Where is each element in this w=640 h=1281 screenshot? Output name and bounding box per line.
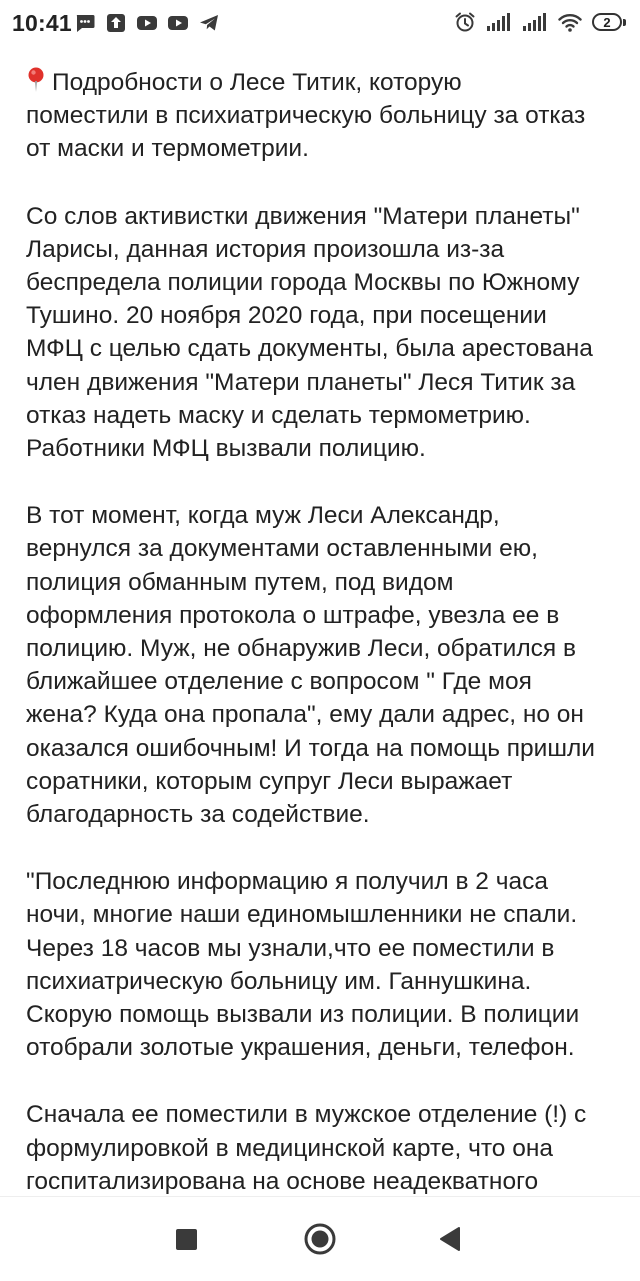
paragraph-1-text: Подробности о Лесе Титик, которую поместили в психиатрическую больницу за отказ от маски и термометрии. [26,69,586,163]
paragraph-5: Сначала ее поместили в мужское отделение (!) с формулировкой в медицинской карте, что она госпитализирована на основе неадекватного [26,1101,587,1195]
upload-icon [105,12,127,34]
signal-icon [522,11,548,33]
navigation-bar [0,1196,640,1281]
back-triangle-icon [437,1225,463,1253]
alarm-icon [454,11,476,33]
status-time: 10:41 [12,10,72,36]
youtube-icon [167,12,189,34]
status-bar [0,0,640,48]
signal-icon [486,11,512,33]
paragraph-3: В тот момент, когда муж Леси Александр, вернулся за документами оставленными ею, полиция обманным путем, под видом оформления протокола о штрафе, увезла ее в полицию. Муж, не обнаружив Леси, обратился в ближайшее отделение с вопросом " Где моя жена? Куда она пропала", ему дали адрес, но он оказался ошибочным! И тогда на помощь пришли соратники, которым супруг Леси выражает благодарность за содействие. [26,502,595,829]
system-status-icons [454,11,628,33]
article-text [26,36,626,1202]
home-circle-icon [303,1222,337,1256]
battery-icon [592,11,628,33]
message-icon [74,12,96,34]
youtube-icon [136,12,158,34]
recents-square-icon [176,1229,197,1250]
battery-level: 2 [592,13,622,31]
paragraph-2: Со слов активистки движения "Матери планеты" Ларисы, данная история произошла из-за беспредела полиции города Москвы по Южному Тушино. 20 ноября 2020 года, при посещении МФЦ с целью сдать документы, была арестована член движения "Матери планеты" Леся Титик за отказ надеть маску и сделать термометрию. Работники МФЦ вызвали полицию. [26,202,593,463]
telegram-icon [198,12,220,34]
wifi-icon [558,11,582,33]
back-button[interactable] [430,1219,470,1259]
paragraph-4: "Последнюю информацию я получил в 2 часа ночи, многие наши единомышленники не спали. Через 18 часов мы узнали,что ее поместили в психиатрическую больницу им. Ганнушкина. Скорую помощь вызвали из полиции. В полиции отобрали золотые украшения, деньги, телефон. [26,868,580,1062]
round-pushpin-icon [26,67,46,93]
notification-icons [74,12,220,34]
paragraph-1 [26,66,626,166]
home-button[interactable] [300,1219,340,1259]
recents-button[interactable] [166,1219,206,1259]
